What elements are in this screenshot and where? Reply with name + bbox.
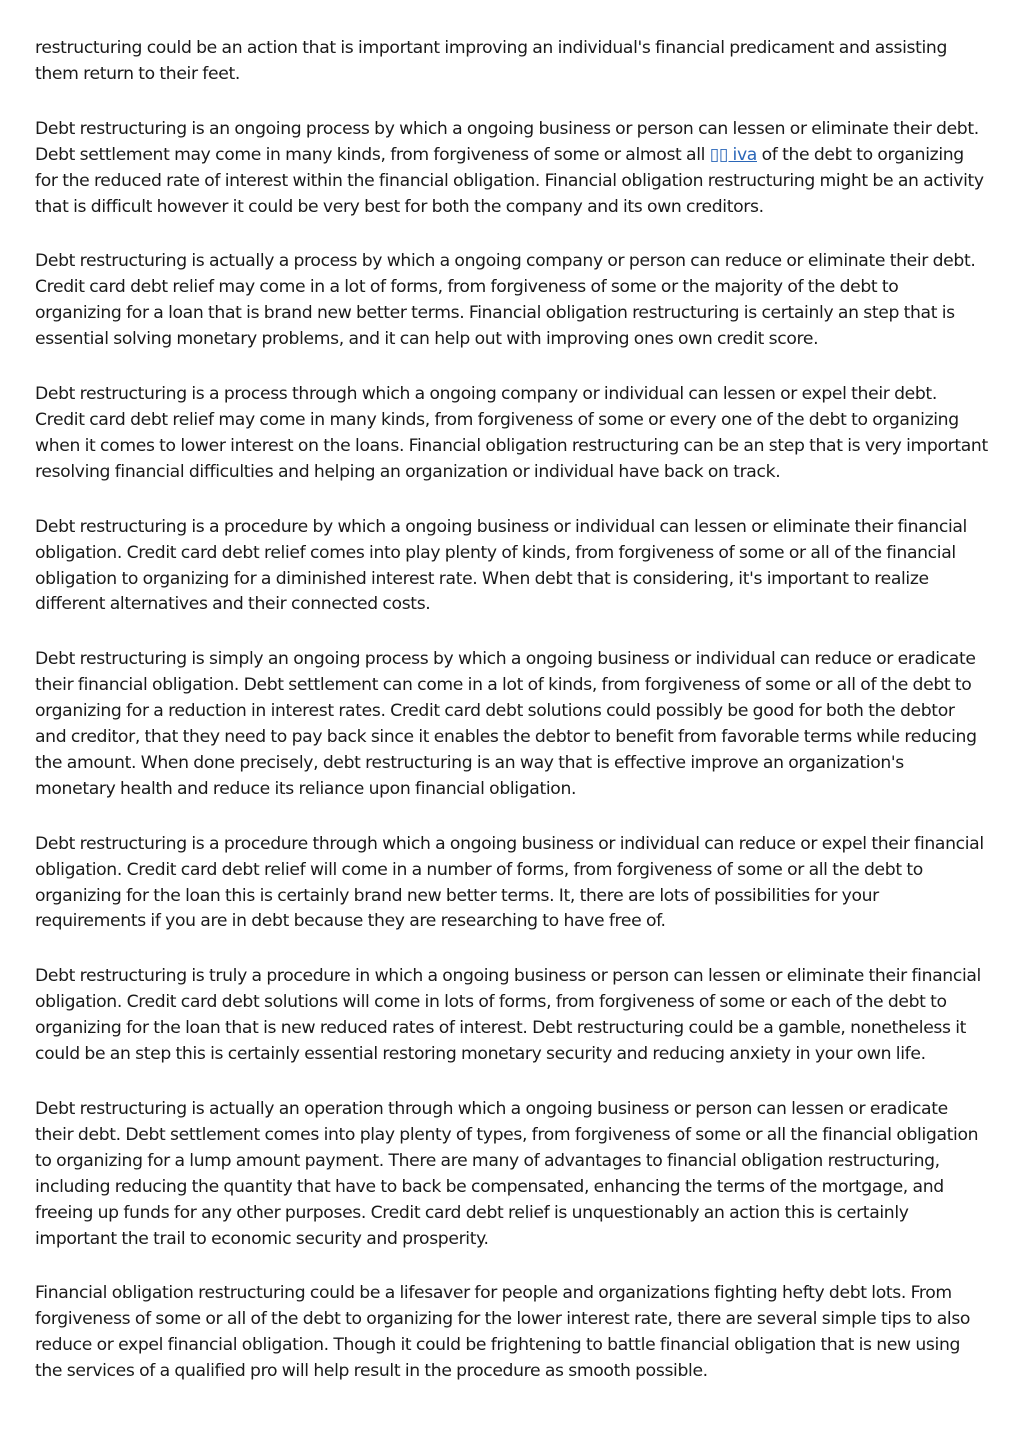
paragraph-2-text-after: of the debt to organizing for the reduced rate of interest within the financial obligation. Financial obligation restructuring might be an activity that is difficult however it could be very best for both the company and its own creditors. bbox=[35, 144, 984, 217]
paragraph-4: Debt restructuring is a process through which a ongoing company or individual can lessen or expel their debt. Credit card debt relief may come in many kinds, from forgiveness of some or every one of the debt to organizing when it comes to lower interest on the loans. Financial obligation restructuring can be an step that is very important resolving financial difficulties and helping an organization or individual have back on track. bbox=[35, 384, 988, 482]
paragraph-3: Debt restructuring is actually a process by which a ongoing company or person can reduce or eliminate their debt. Credit card debt relief may come in a lot of forms, from forgiveness of some or the majority of the debt to organizing for a loan that is brand new better terms. Financial obligation restructuring is certainly an step that is essential solving monetary problems, and it can help out with improving ones own credit score. bbox=[35, 251, 976, 350]
paragraph-8: Debt restructuring is truly a procedure in which a ongoing business or person can lessen or eliminate their financial obligation. Credit card debt solutions will come in lots of forms, from forgiveness of some or each of the debt to organizing for the loan that is new reduced rates of interest. Debt restructuring could be a gamble, nonetheless it could be an step this is certainly essential restoring monetary security and reducing anxiety in your own life. bbox=[35, 966, 981, 1065]
paragraph-9: Debt restructuring is actually an operation through which a ongoing business or person can lessen or eradicate their debt. Debt settlement comes into play plenty of types, from forgiveness of some or all the financial obligation to organizing for a lump amount payment. There are many of advantages to financial obligation restructuring, including reducing the quantity that have to back be compensated, enhancing the terms of the mortgage, and freeing up funds for any other purposes. Credit card debt relief is unquestionably an action this is certainly important the trail to economic security and prosperity. bbox=[35, 1099, 979, 1249]
paragraph-5: Debt restructuring is a procedure by which a ongoing business or individual can lessen or eliminate their financial obligation. Credit card debt relief comes into play plenty of kinds, from forgiveness of some or all of the financial obligation to organizing for a diminished interest rate. When debt that is considering, it's important to realize different alternatives and their connected costs. bbox=[35, 516, 967, 615]
paragraph-6: Debt restructuring is simply an ongoing process by which a ongoing business or individual can reduce or eradicate their financial obligation. Debt settlement can come in a lot of kinds, from forgiveness of some or all of the debt to organizing for a reduction in interest rates. Credit card debt solutions could possibly be good for both the debtor and creditor, that they need to pay back since it enables the debtor to benefit from favorable terms while reducing the amount. When done precisely, debt restructuring is an way that is effective improve an organization's monetary health and reduce its reliance upon financial obligation. bbox=[35, 649, 977, 799]
paragraph-2 bbox=[35, 117, 988, 221]
paragraph-1: restructuring could be an action that is important improving an individual's financial predicament and assisting them return to their feet. bbox=[35, 38, 948, 84]
paragraph-10: Financial obligation restructuring could be a lifesaver for people and organizations fighting hefty debt lots. From forgiveness of some or all of the debt to organizing for the lower interest rate, there are several simple tips to also reduce or expel financial obligation. Though it could be frightening to battle financial obligation that is new using the services of a qualified pro will help result in the procedure as smooth possible. bbox=[35, 1283, 971, 1382]
iva-link[interactable]: ▯▯ iva bbox=[709, 144, 757, 165]
paragraph-7: Debt restructuring is a procedure through which a ongoing business or individual can reduce or expel their financial obligation. Credit card debt relief will come in a number of forms, from forgiveness of some or all the debt to organizing for the loan this is certainly brand new better terms. It, there are lots of possibilities for your requirements if you are in debt because they are researching to have free of. bbox=[35, 833, 984, 932]
paragraph-2-text-before: Debt restructuring is an ongoing process by which a ongoing business or person can lessen or eliminate their debt. Debt settlement may come in many kinds, from forgiveness of some or almost all bbox=[35, 118, 979, 165]
